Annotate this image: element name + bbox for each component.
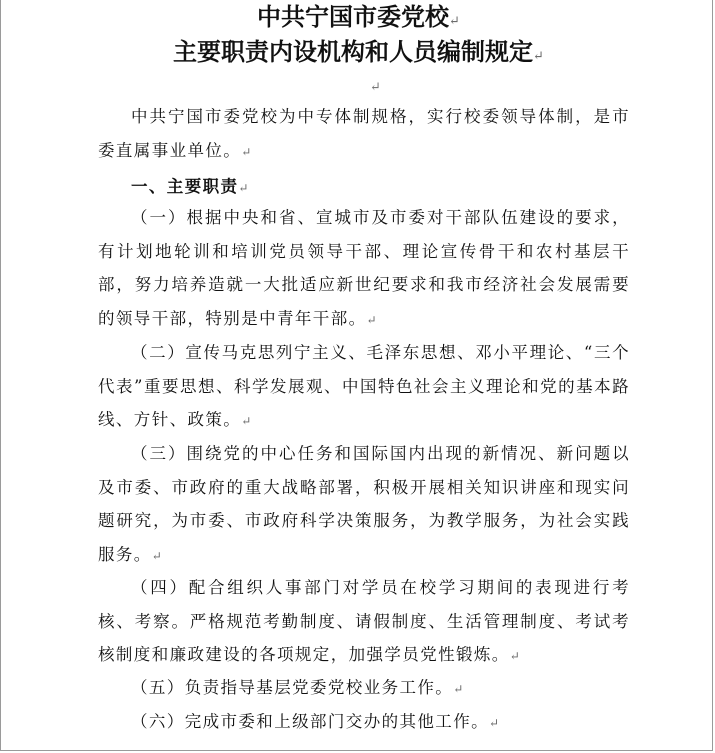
duty-paragraph-2: （二）宣传马克思列宁主义、毛泽东思想、邓小平理论、“三个代表”重要思想、科学发展观、中国特色社会主义理论和党的基本路线、方针、政策。↵ — [98, 343, 630, 430]
paragraph-mark-icon: ↵ — [370, 80, 381, 95]
paragraph-mark-icon: ↵ — [238, 181, 249, 195]
duty-paragraph-1: （一）根据中央和省、宣城市及市委对干部队伍建设的要求，有计划地轮训和培训党员领导干部、理论宣传骨干和农村基层干部，努力培养造就一大批适应新世纪要求和我市经济社会发展需要的领导干部，特别是中青年干部。↵ — [98, 208, 630, 328]
document-title-line2: 主要职责内设机构和人员编制规定↵ — [173, 37, 544, 66]
paragraph-mark-icon: ↵ — [453, 682, 464, 696]
paragraph-mark-icon: ↵ — [366, 312, 377, 327]
duty-paragraph-6: （六）完成市委和上级部门交办的其他工作。↵ — [131, 712, 500, 731]
paragraph-mark-icon: ↵ — [489, 716, 500, 730]
paragraph-mark-icon: ↵ — [533, 49, 544, 64]
duty-paragraph-5: （五）负责指导基层党委党校业务工作。↵ — [131, 678, 464, 697]
duty-paragraph-4: （四）配合组织人事部门对学员在校学习期间的表现进行考核、考察。严格规范考勤制度、请假制度、生活管理制度、考试考核制度和廉政建设的各项规定，加强学员党性锻炼。↵ — [98, 578, 630, 665]
paragraph-mark-icon: ↵ — [241, 414, 252, 429]
paragraph-mark-icon: ↵ — [509, 649, 520, 664]
paragraph-mark-icon: ↵ — [241, 144, 252, 159]
paragraph-mark-icon: ↵ — [449, 14, 460, 29]
intro-paragraph: 中共宁国市委党校为中专体制规格，实行校委领导体制，是市委直属事业单位。↵ — [98, 107, 630, 160]
section-heading: 一、主要职责↵ — [131, 177, 249, 196]
paragraph-mark-icon: ↵ — [151, 548, 162, 563]
duty-paragraph-3: （三）围绕党的中心任务和国际国内出现的新情况、新问题以及市委、市政府的重大战略部署，积极开展相关知识讲座和现实问题研究，为市委、市政府科学决策服务，为教学服务，为社会实践服务。↵ — [98, 444, 630, 564]
document-title-line1: 中共宁国市委党校↵ — [257, 2, 460, 31]
